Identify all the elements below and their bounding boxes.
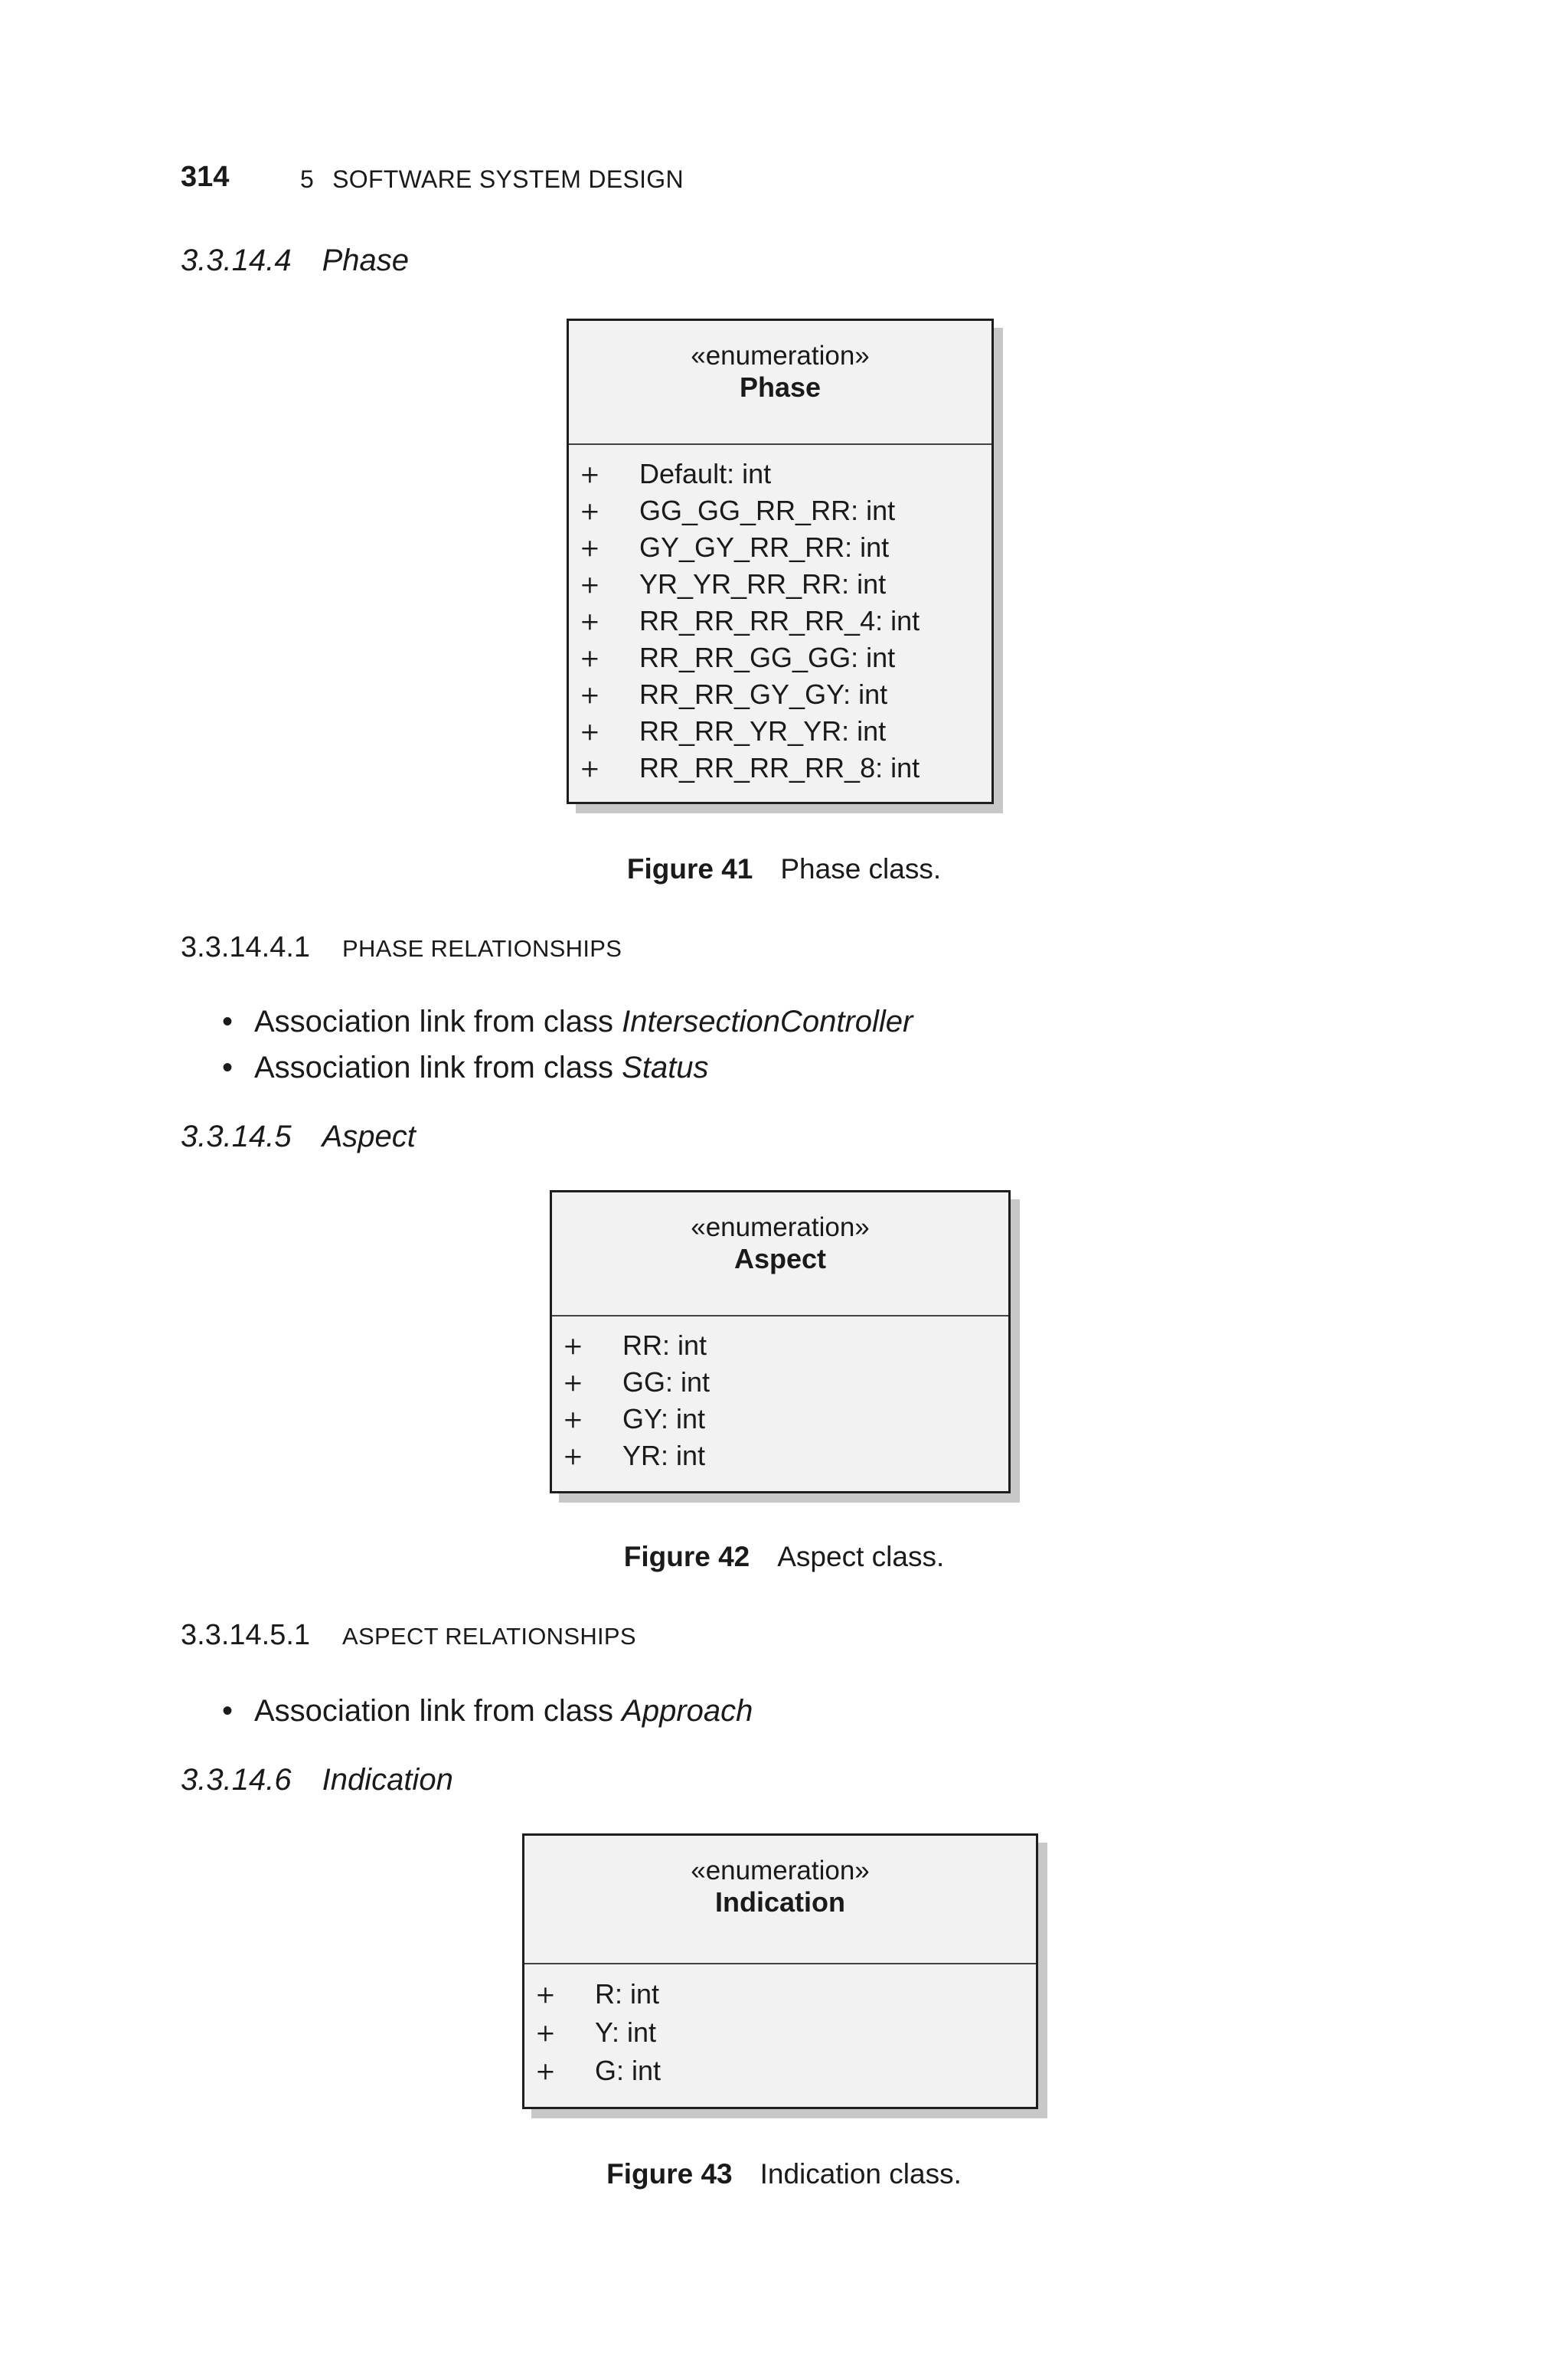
attribute-row [569, 676, 991, 713]
subsection-title: ASPECT RELATIONSHIPS [342, 1623, 636, 1650]
figure-label: Figure 41 [626, 853, 753, 885]
attribute-name: YR_YR_RR_RR: int [639, 568, 887, 600]
section-title: Phase [322, 244, 409, 277]
attribute-name: RR: int [622, 1330, 707, 1361]
visibility-marker: + [580, 460, 600, 489]
figure-caption-43 [0, 2158, 1568, 2190]
class-reference: Status [622, 1051, 709, 1084]
visibility-marker: + [563, 1441, 583, 1470]
uml-class-header [569, 321, 991, 445]
visibility-marker: + [563, 1368, 583, 1397]
attribute-name: Default: int [639, 458, 772, 489]
uml-class-box-aspect [550, 1190, 1011, 1493]
attribute-row [569, 713, 991, 750]
relationship-text: Association link from class [254, 1051, 622, 1084]
visibility-marker: + [580, 607, 600, 636]
attribute-name: RR_RR_GY_GY: int [639, 679, 888, 710]
list-item [222, 1045, 913, 1091]
class-name: Indication [715, 1886, 845, 1918]
attribute-name: RR_RR_RR_RR_4: int [639, 605, 920, 636]
attribute-row [569, 566, 991, 603]
stereotype-label: «enumeration» [691, 1856, 870, 1886]
attribute-row [569, 456, 991, 492]
visibility-marker: + [580, 570, 600, 599]
visibility-marker: + [580, 717, 600, 746]
visibility-marker: + [580, 754, 600, 783]
relationship-text: Association link from class [254, 1694, 622, 1728]
class-reference: Approach [622, 1694, 753, 1728]
attribute-name: RR_RR_RR_RR_8: int [639, 752, 920, 783]
attribute-name: GG: int [622, 1366, 710, 1398]
relationship-text: Association link from class [254, 1005, 622, 1038]
attribute-row [552, 1364, 1008, 1401]
relationship-list-aspect [222, 1688, 753, 1734]
visibility-marker: + [580, 643, 600, 672]
attribute-name: Y: int [595, 2016, 657, 2048]
attribute-row [524, 2052, 1036, 2090]
visibility-marker: + [580, 496, 600, 525]
page-number: 314 [181, 161, 230, 193]
figure-caption-text: Phase class. [780, 853, 942, 885]
section-number: 3.3.14.5 [181, 1120, 292, 1153]
attribute-name: YR: int [622, 1440, 706, 1471]
relationship-list-phase [222, 999, 913, 1091]
attribute-row [552, 1437, 1008, 1474]
visibility-marker: + [580, 533, 600, 562]
attribute-name: RR_RR_GG_GG: int [639, 642, 896, 673]
attribute-row [569, 529, 991, 566]
class-name: Phase [739, 371, 822, 403]
figure-caption-41 [0, 853, 1568, 885]
section-number: 3.3.14.6 [181, 1763, 292, 1797]
attribute-list [552, 1316, 1008, 1474]
figure-label: Figure 42 [623, 1541, 750, 1572]
attribute-name: GY_GY_RR_RR: int [639, 531, 890, 563]
visibility-marker: + [535, 2018, 556, 2047]
running-header [181, 161, 1482, 199]
attribute-row [552, 1401, 1008, 1437]
uml-class-box-indication [522, 1833, 1038, 2109]
attribute-row [569, 492, 991, 529]
visibility-marker: + [563, 1405, 583, 1434]
attribute-row [569, 639, 991, 676]
attribute-name: R: int [595, 1978, 660, 2010]
subsection-heading-aspect-relationships [181, 1619, 636, 1652]
chapter-title: SOFTWARE SYSTEM DESIGN [332, 165, 684, 193]
visibility-marker: + [535, 1980, 556, 2009]
visibility-marker: + [580, 680, 600, 709]
attribute-row [569, 603, 991, 639]
figure-label: Figure 43 [606, 2158, 733, 2190]
section-title: Aspect [322, 1120, 416, 1153]
attribute-row [524, 2013, 1036, 2052]
list-item [222, 999, 913, 1045]
figure-caption-text: Indication class. [760, 2158, 962, 2190]
uml-class-header [524, 1836, 1036, 1964]
section-heading-phase [181, 244, 409, 278]
uml-class-header [552, 1192, 1008, 1316]
subsection-number: 3.3.14.5.1 [181, 1619, 311, 1651]
section-title: Indication [322, 1763, 453, 1797]
attribute-row [569, 750, 991, 787]
subsection-heading-phase-relationships [181, 931, 622, 964]
section-heading-indication [181, 1763, 453, 1797]
attribute-name: GG_GG_RR_RR: int [639, 495, 896, 526]
visibility-marker: + [563, 1331, 583, 1360]
class-reference: IntersectionController [622, 1005, 913, 1038]
stereotype-label: «enumeration» [691, 341, 870, 371]
attribute-list [569, 445, 991, 787]
chapter-heading [300, 165, 684, 194]
uml-class-box-phase [567, 319, 994, 804]
section-number: 3.3.14.4 [181, 244, 292, 277]
chapter-number: 5 [300, 165, 315, 193]
stereotype-label: «enumeration» [691, 1212, 870, 1242]
visibility-marker: + [535, 2056, 556, 2085]
attribute-name: G: int [595, 2055, 662, 2086]
list-item [222, 1688, 753, 1734]
attribute-row [552, 1327, 1008, 1364]
attribute-row [524, 1975, 1036, 2013]
section-heading-aspect [181, 1120, 416, 1154]
subsection-number: 3.3.14.4.1 [181, 931, 311, 963]
subsection-title: PHASE RELATIONSHIPS [342, 935, 622, 962]
attribute-name: GY: int [622, 1403, 706, 1434]
figure-caption-42 [0, 1541, 1568, 1573]
attribute-name: RR_RR_YR_YR: int [639, 715, 887, 747]
class-name: Aspect [733, 1243, 827, 1274]
attribute-list [524, 1964, 1036, 2090]
figure-caption-text: Aspect class. [777, 1541, 945, 1572]
